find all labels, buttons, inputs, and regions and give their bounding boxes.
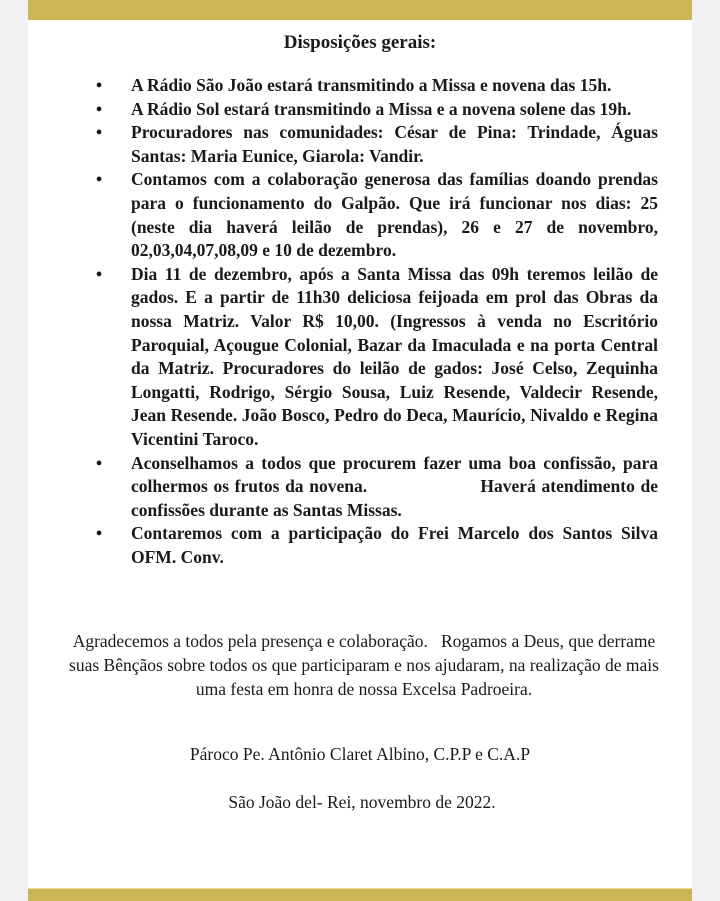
bottom-gold-band <box>28 888 692 901</box>
bullet-icon: • <box>96 523 103 544</box>
list-item <box>96 522 658 569</box>
list-item-text: Dia 11 de dezembro, após a Santa Missa das 09h teremos leilão de gados. E a partir de 11h30 deliciosa feijoada em prol das Obras da nossa Matriz. Valor R$ 10,00. (Ingressos à venda no Escritório Paroquial, Açougue Colonial, Bazar da Imaculada e na porta Central da Matriz. Procuradores do leilão de gados: José Celso, Zequinha Longatti, Rodrigo, Sérgio Sousa, Luiz Resende, Valdecir Resende, Jean Resende. João Bosco, Pedro do Deca, Maurício, Nivaldo e Regina Vicentini Taroco. <box>131 263 658 449</box>
list-item <box>96 452 663 523</box>
list-item-text: Procuradores nas comunidades: César de Pina: Trindade, Águas Santas: Maria Eunice, Giarola: Vandir. <box>131 122 658 166</box>
list-item <box>96 121 658 168</box>
list-item <box>96 74 658 98</box>
list-item-text: Contamos com a colaboração generosa das famílias doando prendas para o funcionamento do Galpão. Que irá funcionar nos dias: 25 (neste dia haverá leilão de prendas), 26 e 27 de novembro, 02,03,04,07,08,09 e 10 de dezembro. <box>131 169 658 261</box>
closing-paragraph: Agradecemos a todos pela presença e colaboração. Rogamos a Deus, que derrame suas Bênçãos sobre todos os que participaram e nos ajudaram, na realização de mais uma festa em honra de nossa Excelsa Padroeira. <box>69 631 664 699</box>
list-item <box>96 98 658 122</box>
bullet-icon: • <box>96 75 103 95</box>
list-item-text: Aconselhamos a todos que procurem fazer uma boa confissão, para colhermos os frutos da novena. Haverá atendimento de confissões durante as Santas Missas. <box>131 452 663 520</box>
list-item <box>96 168 658 262</box>
bullet-icon: • <box>96 98 103 119</box>
bullet-icon: • <box>96 169 103 190</box>
list-item-text: A Rádio Sol estará transmitindo a Missa e a novena solene das 19h. <box>131 98 632 119</box>
section-heading: Disposições gerais: <box>283 32 437 53</box>
signature-line: Pároco Pe. Antônio Claret Albino, C.P.P e C.A.P <box>189 744 531 764</box>
bullet-icon: • <box>96 122 103 143</box>
list-item-text: Contaremos com a participação do Frei Marcelo dos Santos Silva OFM. Conv. <box>131 523 658 567</box>
bullet-icon: • <box>96 263 103 284</box>
list-item <box>96 263 658 452</box>
document-page <box>28 0 692 900</box>
list-item-text: A Rádio São João estará transmitindo a Missa e novena das 15h. <box>131 75 612 95</box>
top-gold-band <box>28 0 692 20</box>
bullet-icon: • <box>96 452 103 473</box>
date-line: São João del- Rei, novembro de 2022. <box>228 792 496 812</box>
dispositions-list <box>96 74 663 569</box>
